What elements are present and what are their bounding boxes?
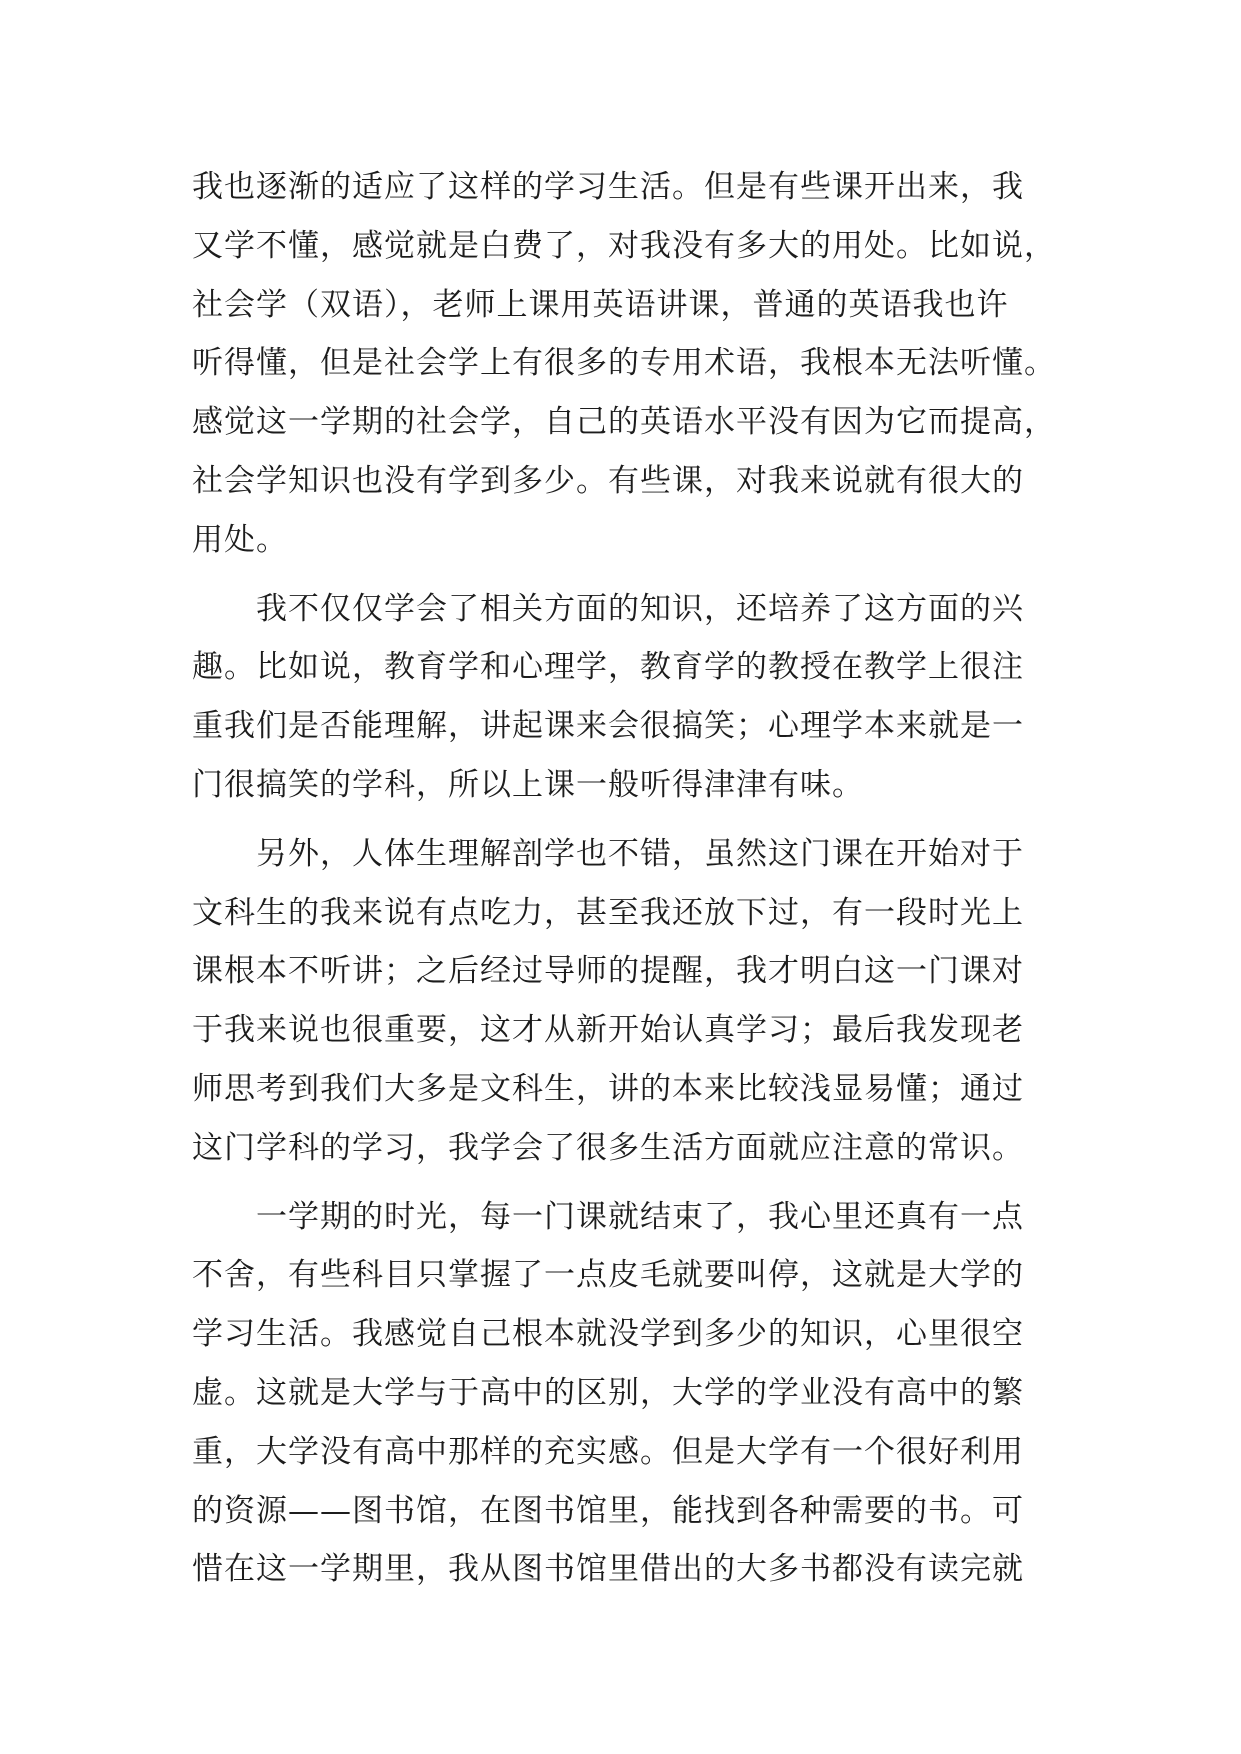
document-body (192, 158, 1072, 1599)
text-line: 我不仅仅学会了相关方面的知识，还培养了这方面的兴 (192, 590, 1024, 627)
text-line: 另外，人体生理解剖学也不错，虽然这门课在开始对于 (192, 835, 1024, 872)
text-line: 惜在这一学期里，我从图书馆里借出的大多书都没有读完就 (192, 1551, 1024, 1588)
paragraph-gap (192, 1178, 1072, 1188)
text-line: 感觉这一学期的社会学，自己的英语水平没有因为它而提高， (192, 404, 1056, 441)
text-line: 用处。 (192, 521, 288, 558)
text-line: 听得懂，但是社会学上有很多的专用术语，我根本无法听懂。 (192, 345, 1056, 382)
text-line: 学习生活。我感觉自己根本就没学到多少的知识，心里很空 (192, 1316, 1024, 1353)
text-line: 的资源——图书馆，在图书馆里，能找到各种需要的书。可 (192, 1492, 1024, 1529)
paragraph-gap (192, 815, 1072, 825)
text-line: 课根本不听讲；之后经过导师的提醒，我才明白这一门课对 (192, 953, 1024, 990)
text-line: 社会学（双语），老师上课用英语讲课，普通的英语我也许 (192, 286, 1009, 323)
text-line: 重，大学没有高中那样的充实感。但是大学有一个很好利用 (192, 1433, 1024, 1470)
text-line: 虚。这就是大学与于高中的区别，大学的学业没有高中的繁 (192, 1374, 1024, 1411)
paragraph-1 (192, 158, 1072, 570)
text-line: 这门学科的学习，我学会了很多生活方面就应注意的常识。 (192, 1129, 1024, 1166)
text-line: 于我来说也很重要，这才从新开始认真学习；最后我发现老 (192, 1012, 1024, 1049)
paragraph-4 (192, 1188, 1072, 1600)
text-line: 趣。比如说，教育学和心理学，教育学的教授在教学上很注 (192, 649, 1024, 686)
paragraph-gap (192, 570, 1072, 580)
paragraph-2 (192, 580, 1072, 815)
text-line: 不舍，有些科目只掌握了一点皮毛就要叫停，这就是大学的 (192, 1257, 1024, 1294)
text-line: 文科生的我来说有点吃力，甚至我还放下过，有一段时光上 (192, 894, 1024, 931)
text-line: 师思考到我们大多是文科生，讲的本来比较浅显易懂；通过 (192, 1070, 1024, 1107)
text-line: 重我们是否能理解，讲起课来会很搞笑；心理学本来就是一 (192, 708, 1024, 745)
text-line: 一学期的时光，每一门课就结束了，我心里还真有一点 (192, 1198, 1024, 1235)
text-line: 社会学知识也没有学到多少。有些课，对我来说就有很大的 (192, 462, 1024, 499)
text-line: 我也逐渐的适应了这样的学习生活。但是有些课开出来，我 (192, 169, 1024, 205)
paragraph-3 (192, 825, 1072, 1178)
text-line: 又学不懂，感觉就是白费了，对我没有多大的用处。比如说， (192, 227, 1056, 264)
text-line: 门很搞笑的学科，所以上课一般听得津津有味。 (192, 766, 864, 803)
